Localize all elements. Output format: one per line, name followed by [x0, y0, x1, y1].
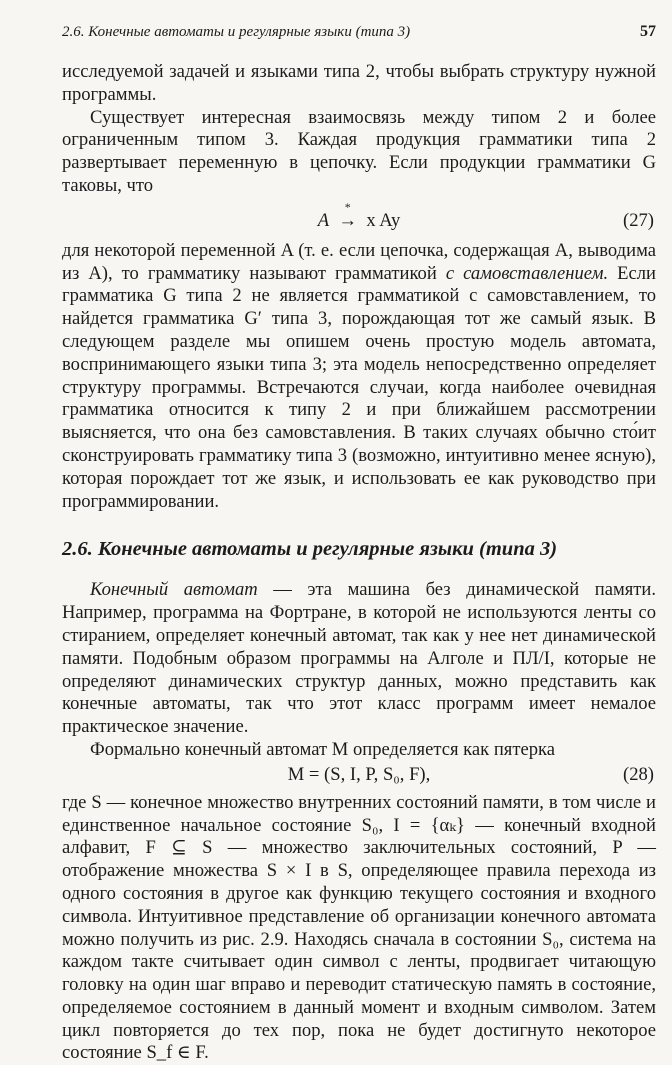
formula-27-number: (27): [623, 209, 654, 231]
book-page: [62, 22, 656, 1065]
formula-27-rhs: x Ay: [366, 209, 401, 231]
derivation-arrow-icon: [334, 199, 362, 232]
running-head: [62, 22, 656, 44]
derivation-star: *: [344, 199, 351, 214]
formula-28: [62, 762, 656, 792]
derivation-arrow: →: [338, 209, 357, 231]
paragraph-self-embedding-body: Если грамматика G типа 2 не является грамматикой с самовставлением, то найдется грамматика G′ типа 3, порождающая тот же самый язык. В следующем разделе мы опишем очень простую модель автомата, воспринимающего языки типа 3; эта модель непосредственно определяет структуру программы. Встречаются случаи, когда наиболее очевидная грамматика относится к типу 2 и при ближайшем рассмотрении выясняется, что она без самовставления. В таких случаях обычно сто́ит сконструировать грамматику типа 3 (возможно, интуитивно менее ясную), которая порождает тот же язык, и использовать ее как руководство при программировании.: [62, 262, 656, 512]
term-self-embedding: с самовставлением.: [445, 262, 609, 284]
section-heading: 2.6. Конечные автоматы и регулярные языки (типа 3): [62, 538, 558, 561]
formula-27-lhs: A: [317, 209, 330, 231]
formula-28-expression: M = (S, I, P, S₀, F),: [287, 763, 431, 785]
paragraph-interrelation: Существует интересная взаимосвязь между типом 2 и более ограниченным типом 3. Каждая продукция грамматики типа 2 развертывает переменную в цепочку. Если продукции грамматики G таковы, что: [62, 106, 656, 196]
paragraph-formal-definition: Формально конечный автомат M определяется как пятерка: [90, 738, 556, 760]
term-finite-automaton: Конечный автомат: [90, 579, 258, 601]
formula-27: [62, 198, 656, 240]
paragraph-finite-automaton: [62, 579, 656, 739]
paragraph-self-embedding: [62, 240, 656, 514]
paragraph-self-embedding-lead: для некоторой переменной A (т. е. если цепочка, содержащая A, выводима из A), то грамматику называют грамматикой: [62, 239, 656, 284]
formula-27-expression: [62, 199, 656, 232]
page-number: 57: [640, 23, 656, 40]
running-head-title: 2.6. Конечные автоматы и регулярные языки (типа 3): [62, 24, 411, 40]
formula-28-number: (28): [623, 763, 654, 785]
paragraph-finite-automaton-body: — эта машина без динамической памяти. Например, программа на Фортране, в которой не используются ленты со стиранием, определяет конечный автомат, так как у нее нет динамической памяти. Подобным образом программы на Алголе и ПЛ/I, которые не определяют динамических структур данных, можно представить как конечные автоматы, так что этот класс программ имеет немалое практическое значение.: [62, 579, 656, 738]
paragraph-continuation: исследуемой задачей и языками типа 2, чтобы выбрать структуру нужной программы.: [62, 61, 656, 105]
paragraph-definition-details: где S — конечное множество внутренних состояний памяти, в том числе и единственное начальное состояние S₀, I = {αₖ} — конечный входной алфавит, F ⊆ S — множество заключительных состояний, P — отображение множества S × I в S, определяющее правила перехода из одного состояния в другое как функцию текущего состояния и входного символа. Интуитивное представление об организации конечного автомата можно получить из рис. 2.9. Находясь сначала в состоянии S₀, система на каждом такте считывает один символ с ленты, продвигает читающую головку на один шаг вправо и переводит статическую память в состояние, определяемое состоянием в данный момент и входным символом. Затем цикл повторяется до тех пор, пока не будет достигнуто некоторое состояние S_f ∈ F.: [62, 791, 656, 1064]
